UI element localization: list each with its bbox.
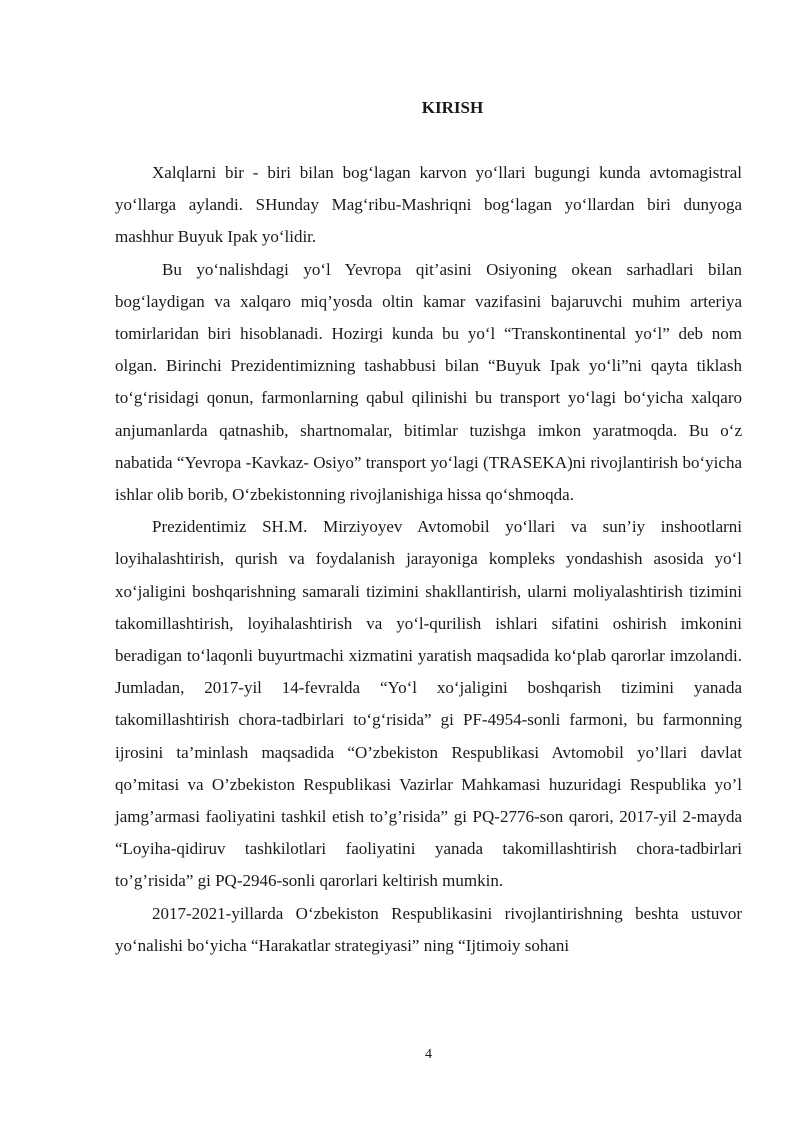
paragraph-2: Bu yo‘nalishdagi yo‘l Yevropa qit’asini Osiyoning okean sarhadlari bilan bog‘laydigan va xalqaro miq’yosda oltin kamar vazifasini bajaruvchi muhim arteriya tomirlaridan biri hisoblanadi. Hozirgi kunda bu yo‘l “Transkontinental yo‘l” deb nom olgan. Birinchi Prezidentimizning tashabbusi bilan “Buyuk Ipak yo‘li”ni qayta tiklash to‘g‘risidagi qonun, farmonlarning qabul qilinishi bu transport yo‘lagi bo‘yicha xalqaro anjumanlarda qatnashib, shartnomalar, bitimlar tuzishga imkon yaratmoqda. Bu o‘z nabatida “Yevropa -Kavkaz- Osiyo” transport yo‘lagi (TRASEKA)ni rivojlantirish bo‘yicha ishlar olib borib, O‘zbekistonning rivojlanishiga hissa qo‘shmoqda.	[115, 259, 742, 505]
page-title: KIRISH	[421, 98, 484, 117]
body-text	[115, 157, 742, 962]
paragraph-1: Xalqlarni bir - biri bilan bog‘lagan karvon yo‘llari bugungi kunda avtomagistral yo‘llarga aylandi. SHunday Mag‘ribu-Mashriqni bog‘lagan yo‘llardan biri dunyoga mashhur Buyuk Ipak yo‘lidir.	[115, 163, 742, 247]
page-number: 4	[425, 1047, 432, 1062]
paragraph-3: Prezidentimiz SH.M. Mirziyoyev Avtomobil yo‘llari va sun’iy inshootlarni loyihalashtirish, qurish va foydalanish jarayoniga kompleks yondashish asosida yo‘l xo‘jaligini boshqarishning samarali tizimini shakllantirish, ularni moliyalashtirish tizimini takomillashtirish, loyihalashtirish va yo‘l-qurilish ishlari sifatini oshirish imkonini beradigan to‘laqonli buyurtmachi xizmatini yaratish maqsadida ko‘plab qarorlar imzolandi. Jumladan, 2017-yil 14-fevralda “Yo‘l xo‘jaligini boshqarish tizimini yanada takomillashtirish chora-tadbirlari to‘g‘risida” gi PF-4954-sonli farmoni, bu farmonning ijrosini ta’minlash maqsadida “O’zbekiston Respublikasi Avtomobil yo’llari davlat qo’mitasi va O’zbekiston Respublikasi Vazirlar Mahkamasi huzuridagi Respublika yo’l jamg’armasi faoliyatini tashkil etish to’g’risida” gi PQ-2776-son qarori, 2017-yil 2-mayda “Loyiha-qidiruv tashkilotlari faoliyatini yanada takomillashtirish chora-tadbirlari to’g’risida” gi PQ-2946-sonli qarorlari keltirish mumkin.	[115, 517, 742, 891]
paragraph-4: 2017-2021-yillarda O‘zbekiston Respublikasini rivojlantirishning beshta ustuvor yo‘nalishi bo‘yicha “Harakatlar strategiyasi” ning “Ijtimoiy sohani	[115, 903, 742, 955]
